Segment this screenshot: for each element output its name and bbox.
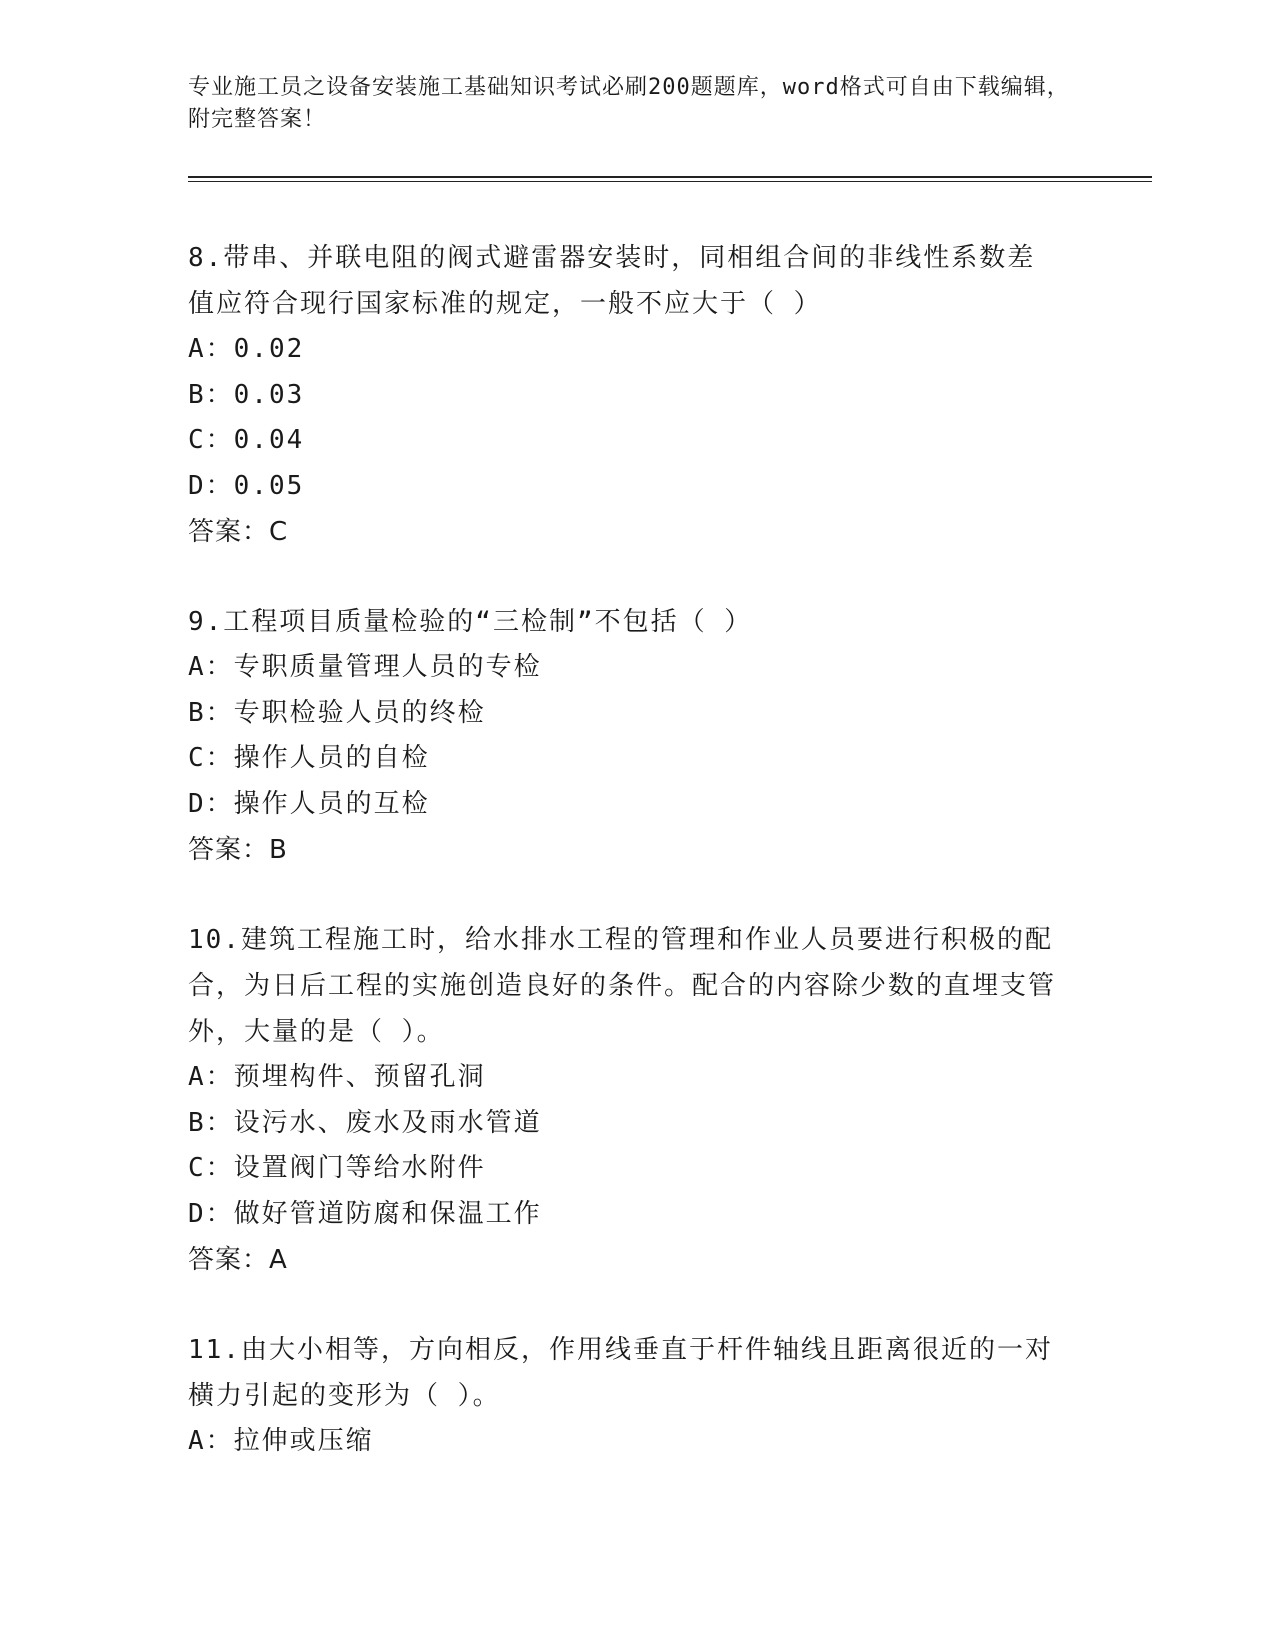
option-b: B：设污水、废水及雨水管道 — [188, 1107, 542, 1138]
question-text: 10.建筑工程施工时，给水排水工程的管理和作业人员要进行积极的配合，为日后工程的实施创造良好的条件。配合的内容除少数的直埋支管外，大量的是（ ）。 — [188, 925, 1057, 1047]
option-d: D：操作人员的互检 — [188, 788, 430, 819]
option-b: B：0.03 — [188, 379, 305, 410]
option-a: A：0.02 — [188, 334, 305, 364]
option-a: A：拉伸或压缩 — [188, 1426, 374, 1456]
option-b: B：专职检验人员的终检 — [188, 697, 486, 728]
option-c: C：设置阀门等给水附件 — [188, 1153, 486, 1183]
question-list — [188, 235, 1088, 1509]
option-d: D：0.05 — [188, 470, 305, 501]
question-text: 11.由大小相等，方向相反，作用线垂直于杆件轴线且距离很近的一对横力引起的变形为（ ）。 — [188, 1335, 1053, 1411]
answer: 答案：C — [188, 517, 289, 547]
answer: 答案：B — [188, 835, 288, 865]
answer: 答案：A — [188, 1245, 288, 1275]
question-text: 8.带串、并联电阻的阀式避雷器安装时，同相组合间的非线性系数差值应符合现行国家标准的规定，一般不应大于（ ） — [188, 243, 1036, 319]
option-a: A：预埋构件、预留孔洞 — [188, 1062, 486, 1092]
question-10 — [188, 917, 1088, 1283]
question-text: 9.工程项目质量检验的“三检制”不包括（ ） — [188, 607, 753, 637]
document-header: 专业施工员之设备安装施工基础知识考试必刷200题题库，word格式可自由下载编辑，附完整答案！ — [188, 75, 1070, 132]
question-11 — [188, 1327, 1088, 1465]
question-9 — [188, 599, 1088, 873]
question-8 — [188, 235, 1088, 555]
option-c: C：0.04 — [188, 425, 305, 455]
option-d: D：做好管道防腐和保温工作 — [188, 1198, 542, 1229]
header-divider — [188, 176, 1152, 178]
option-a: A：专职质量管理人员的专检 — [188, 652, 542, 682]
option-c: C：操作人员的自检 — [188, 743, 430, 773]
header-divider-thin — [188, 181, 1152, 182]
